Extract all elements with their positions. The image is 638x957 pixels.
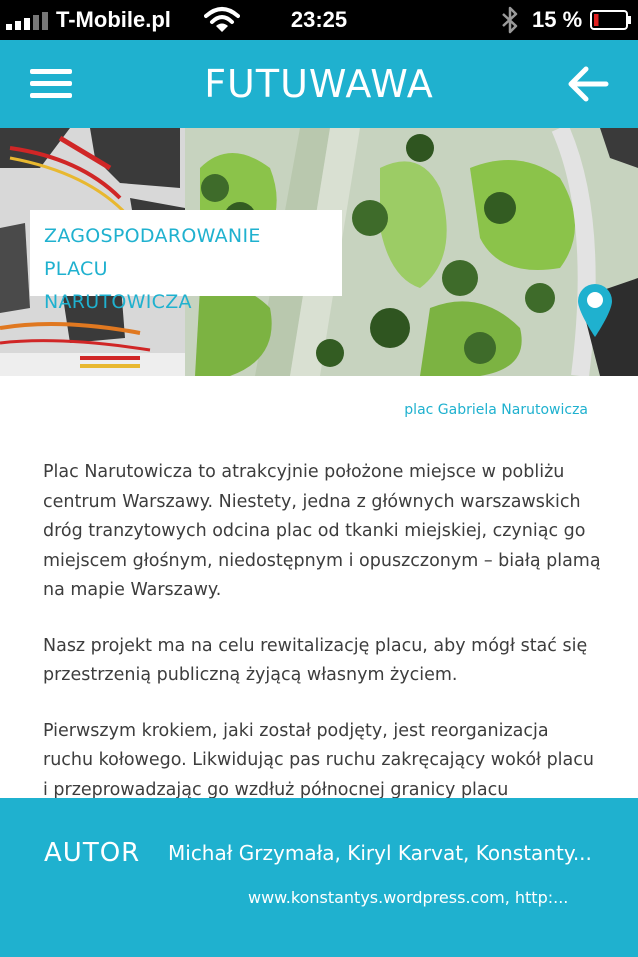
- location-name[interactable]: plac Gabriela Narutowicza: [404, 402, 588, 418]
- article-paragraph: Plac Narutowicza to atrakcyjnie położone miejsce w pobliżu centrum Warszawy. Niestety, jedna z głównych warszawskich dróg tranzytowych odcina plac od tkanki miejskiej, czyniąc go miejscem głośnym, niedostępnym i opuszczonym – białą plamą na mapie Warszawy.: [43, 462, 601, 600]
- status-bar: [0, 0, 638, 40]
- project-title-line-1: ZAGOSPODAROWANIE PLACU: [44, 225, 261, 280]
- battery-percent: 15 %: [532, 7, 583, 32]
- hero-image: [0, 128, 638, 376]
- bluetooth-icon: [500, 6, 520, 34]
- battery-icon: [590, 10, 632, 30]
- author-label: AUTOR: [44, 838, 141, 868]
- author-names: Michał Grzymała, Kiryl Karvat, Konstanty...: [168, 841, 592, 865]
- article-paragraph: Pierwszym krokiem, jaki został podjęty, jest reorganizacja ruchu kołowego. Likwidując pas ruchu zakręcający wokół placu i przeprowadzając go wzdłuż północnej granicy placu: [43, 720, 594, 798]
- article-body: [43, 458, 603, 798]
- article-paragraph: Nasz projekt ma na celu rewitalizację placu, aby mógł stać się przestrzenią publiczną żyjącą własnym życiem.: [43, 635, 588, 685]
- author-footer: [0, 798, 638, 957]
- carrier-name: T-Mobile.pl: [56, 7, 171, 32]
- project-title-line-2: NARUTOWICZA: [44, 291, 192, 313]
- author-links[interactable]: www.konstantys.wordpress.com, http:...: [248, 888, 569, 907]
- back-arrow-icon[interactable]: [560, 60, 616, 108]
- status-time: 23:25: [290, 7, 348, 32]
- app-title: FUTUWAWA: [204, 62, 434, 106]
- nav-bar: [0, 40, 638, 128]
- project-title-card: [30, 210, 342, 313]
- location-pin-icon[interactable]: [576, 282, 614, 338]
